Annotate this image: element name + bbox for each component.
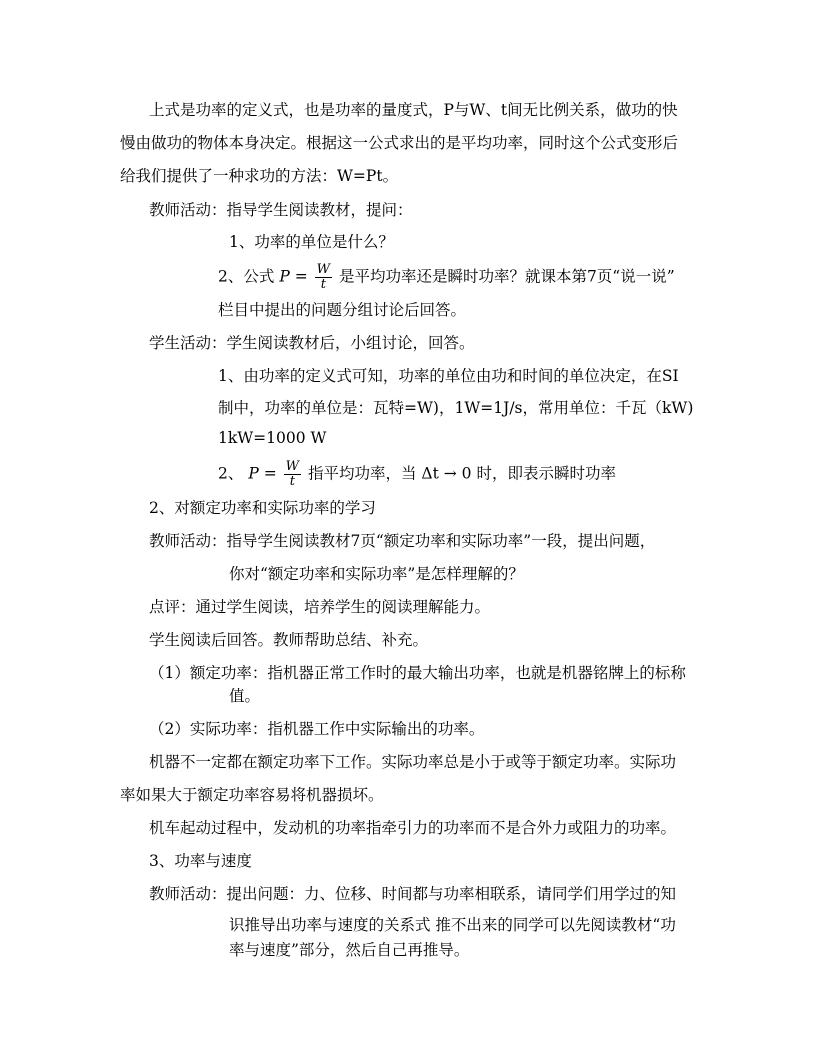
formula-fraction [315, 263, 332, 292]
paragraph-line: 上式是功率的定义式，也是功率的量度式，P与W、t间无比例关系，做功的快 [149, 101, 678, 119]
formula-p: P [248, 464, 259, 483]
teacher-activity: 教师活动：提出问题：力、位移、时间都与功率相联系，请同学们用学过的知 [149, 885, 677, 903]
teacher-activity-line-2: 你对“额定功率和实际功率”是怎样理解的？ [229, 565, 524, 583]
answer-1-line: 制中，功率的单位是：瓦特=W)，1W=1J/s，常用单位：千瓦（kW) [218, 399, 694, 417]
formula-equals: = [263, 464, 277, 483]
paragraph-line: 给我们提供了一种求功的方法：W=Pt。 [120, 167, 399, 185]
answer-2-suffix: 时，即表示瞬时功率 [476, 464, 616, 483]
answer-2-prefix: 2、 [218, 464, 244, 483]
question-2 [218, 263, 675, 292]
fraction-numerator: W [316, 262, 330, 277]
rated-power-line-2: 值。 [229, 687, 261, 705]
teacher-activity-line-2: 识推导出功率与速度的关系式 推不出来的同学可以先阅读教材“功 [229, 916, 676, 934]
question-2-line-2: 栏目中提出的问题分组讨论后回答。 [218, 301, 467, 319]
student-answer: 学生阅读后回答。教师帮助总结、补充。 [149, 631, 429, 649]
section-heading: 2、对额定功率和实际功率的学习 [149, 499, 376, 517]
answer-2 [218, 460, 616, 489]
rated-power: （1）额定功率：指机器正常工作时的最大输出功率，也就是机器铭牌上的标称 [149, 664, 686, 682]
answer-1-line: 1kW=1000 W [218, 429, 327, 447]
fraction-denominator: t [289, 474, 295, 489]
fraction-numerator: W [285, 459, 299, 474]
paragraph-line: 机器不一定都在额定功率下工作。实际功率总是小于或等于额定功率。实际功 [149, 753, 677, 771]
formula-equals: = [294, 267, 308, 286]
question-2-suffix: 是平均功率还是瞬时功率？就课本第7页“说一说” [338, 267, 675, 286]
question-2-prefix: 2、公式 [218, 267, 275, 286]
question-1: 1、功率的单位是什么？ [229, 233, 394, 251]
paragraph-line: 慢由做功的物体本身决定。根据这一公式求出的是平均功率，同时这个公式变形后 [120, 134, 679, 152]
paragraph-line: 率如果大于额定功率容易将机器损坏。 [120, 786, 384, 804]
fraction-denominator: t [320, 277, 326, 292]
comment: 点评：通过学生阅读，培养学生的阅读理解能力。 [149, 598, 491, 616]
teacher-activity: 教师活动：指导学生阅读教材，提问： [149, 201, 413, 219]
actual-power: （2）实际功率：指机器工作中实际输出的功率。 [149, 720, 485, 738]
answer-1-line: 1、由功率的定义式可知，功率的单位由功和时间的单位决定，在SI [218, 367, 679, 385]
student-activity: 学生活动：学生阅读教材后，小组讨论，回答。 [149, 334, 475, 352]
formula-p: P [279, 267, 290, 286]
section-heading: 3、功率与速度 [149, 852, 252, 870]
formula-fraction [284, 460, 301, 489]
teacher-activity: 教师活动：指导学生阅读教材7页“额定功率和实际功率”一段，提出问题， [149, 532, 656, 550]
paragraph-line: 机车起动过程中，发动机的功率指牵引力的功率而不是合外力或阻力的功率。 [149, 819, 677, 837]
teacher-activity-line-3: 率与速度”部分，然后自己再推导。 [229, 941, 470, 959]
answer-2-mid: 指平均功率，当 [307, 464, 417, 483]
formula-delta-limit: Δt → 0 [421, 464, 472, 483]
